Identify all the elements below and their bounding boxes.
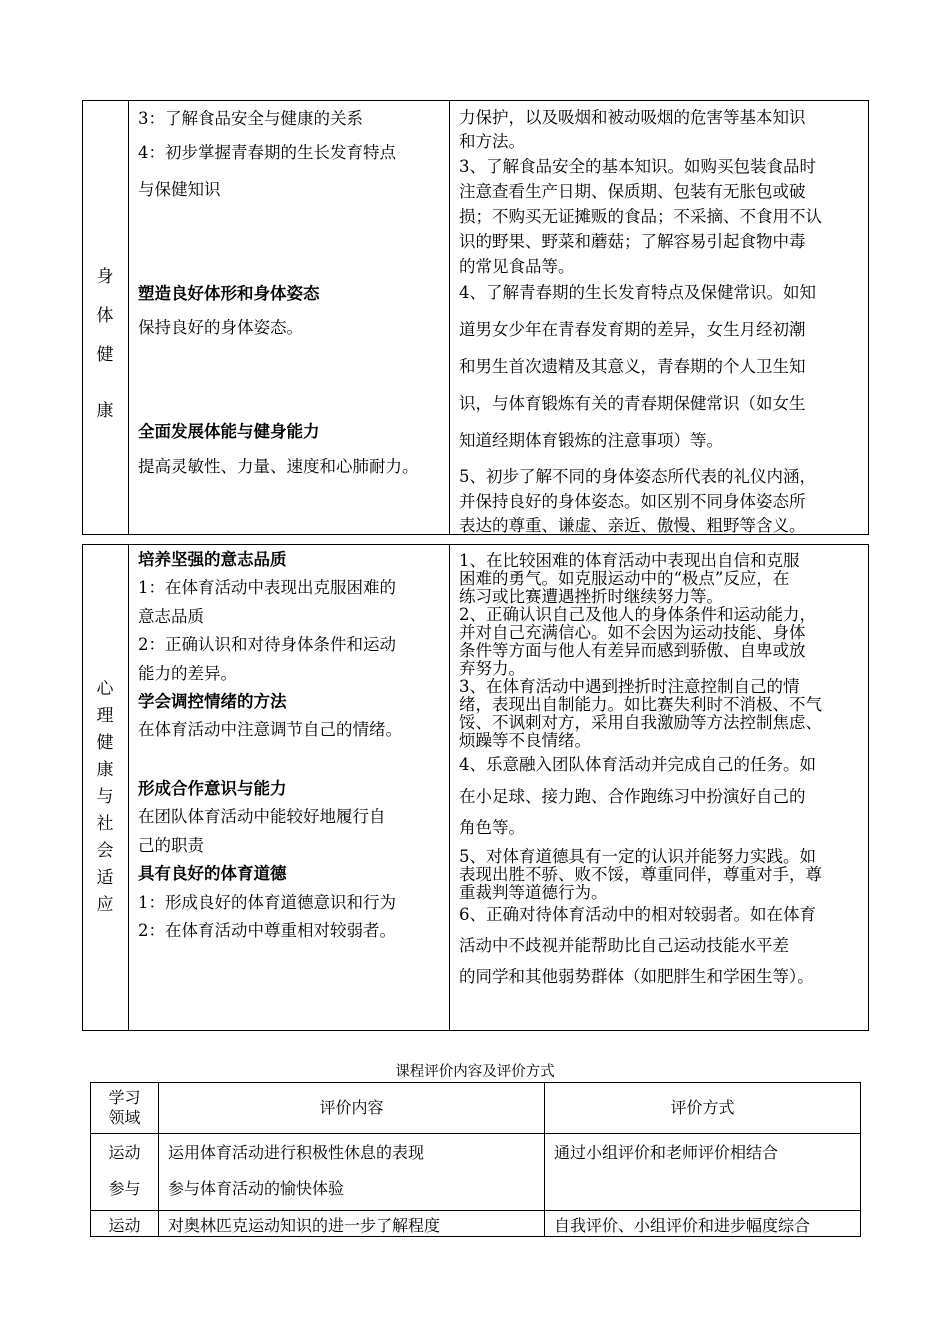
row-area: 运动 参与 — [91, 1134, 159, 1211]
detail-line: 注意查看生产日期、保质期、包装有无胀包或破 — [459, 182, 806, 201]
detail-line: 条件等方面与他人有差异而感到骄傲、自卑或放 — [459, 641, 806, 660]
detail-line: 困难的勇气。如克服运动中的“极点”反应，在 — [459, 569, 790, 588]
table-row — [91, 1211, 861, 1237]
header-row — [91, 1083, 861, 1134]
goal-heading: 具有良好的体育道德 — [138, 864, 287, 883]
detail-line: 的同学和其他弱势群体（如肥胖生和学困生等）。 — [459, 967, 814, 986]
goal-item: 4：初步掌握青春期的生长发育特点 — [138, 143, 396, 162]
category-char: 健 — [96, 733, 114, 753]
goal-heading: 塑造良好体形和身体姿态 — [138, 284, 320, 303]
detail-line: 重裁判等道德行为。 — [459, 883, 608, 902]
detail-line: 4、了解青春期的生长发育特点及保健常识。如知 — [459, 283, 816, 302]
detail-line: 表达的尊重、谦虚、亲近、傲慢、粗野等含义。 — [459, 516, 806, 535]
detail-line: 并对自己充满信心。如不会因为运动技能、身体 — [459, 623, 806, 642]
category-char: 康 — [96, 401, 114, 421]
table-caption: 课程评价内容及评价方式 — [395, 1064, 555, 1080]
detail-line: 5、初步了解不同的身体姿态所代表的礼仪内涵， — [459, 467, 816, 486]
detail-line: 3、了解食品安全的基本知识。如购买包装食品时 — [459, 157, 816, 176]
row-area: 运动 — [91, 1211, 159, 1237]
physical-health-table — [82, 100, 869, 535]
goal-heading: 全面发展体能与健身能力 — [138, 422, 320, 441]
category-char: 应 — [96, 895, 114, 915]
goal-item: 3：了解食品安全与健康的关系 — [138, 109, 363, 128]
goal-item: 与保健知识 — [138, 180, 221, 199]
goal-text: 在体育活动中注意调节自己的情绪。 — [138, 720, 402, 739]
details-cell — [450, 101, 869, 535]
category-char: 与 — [96, 787, 114, 807]
goal-text: 1：形成良好的体育道德意识和行为 — [138, 893, 396, 912]
category-char: 社 — [96, 814, 114, 834]
goal-text: 2：在体育活动中尊重相对较弱者。 — [138, 921, 396, 940]
detail-line: 馁、不讽刺对方，采用自我激励等方法控制焦虑、 — [459, 713, 822, 732]
goal-heading: 学会调控情绪的方法 — [138, 692, 287, 711]
goal-heading: 培养坚强的意志品质 — [138, 550, 287, 569]
detail-line: 绪，表现出自制能力。如比赛失利时不消极、不气 — [459, 695, 822, 714]
detail-line: 并保持良好的身体姿态。如区别不同身体姿态所 — [459, 492, 806, 511]
category-cell-physical-health — [83, 101, 129, 535]
detail-line: 2、正确认识自己及他人的身体条件和运动能力， — [459, 605, 816, 624]
category-char: 会 — [96, 841, 114, 861]
category-char: 体 — [96, 306, 114, 326]
goals-cell — [129, 545, 450, 1031]
detail-line: 角色等。 — [459, 818, 525, 837]
detail-line: 6、正确对待体育活动中的相对较弱者。如在体育 — [459, 905, 816, 924]
detail-line: 烦躁等不良情绪。 — [459, 731, 591, 750]
category-char: 适 — [96, 868, 114, 888]
goal-text: 提高灵敏性、力量、速度和心肺耐力。 — [138, 457, 419, 476]
category-char: 理 — [96, 706, 114, 726]
header-area: 学习 领域 — [91, 1083, 159, 1134]
category-char: 心 — [96, 679, 114, 699]
detail-line: 5、对体育道德具有一定的认识并能努力实践。如 — [459, 847, 816, 866]
row-method: 通过小组评价和老师评价相结合 — [545, 1134, 861, 1211]
category-char: 健 — [96, 345, 114, 365]
detail-line: 4、乐意融入团队体育活动并完成自己的任务。如 — [459, 755, 816, 774]
goal-text: 1：在体育活动中表现出克服困难的 — [138, 578, 396, 597]
detail-line: 知道经期体育锻炼的注意事项）等。 — [459, 431, 723, 450]
category-char: 康 — [96, 760, 114, 780]
category-cell-mental-health — [83, 545, 129, 1031]
goal-text: 保持良好的身体姿态。 — [138, 318, 303, 337]
detail-line: 活动中不歧视并能帮助比自己运动技能水平差 — [459, 936, 789, 955]
goal-heading: 形成合作意识与能力 — [138, 779, 287, 798]
goal-text: 2：正确认识和对待身体条件和运动 — [138, 635, 396, 654]
detail-line: 识的野果、野菜和蘑菇；了解容易引起食物中毒 — [459, 232, 806, 251]
evaluation-table — [90, 1082, 861, 1237]
goal-text: 己的职责 — [138, 836, 204, 855]
mental-health-table — [82, 544, 869, 1031]
detail-line: 表现出胜不骄、败不馁，尊重同伴，尊重对手，尊 — [459, 865, 822, 884]
detail-line: 1、在比较困难的体育活动中表现出自信和克服 — [459, 551, 800, 570]
detail-line: 弃努力。 — [459, 659, 525, 678]
header-method: 评价方式 — [545, 1083, 861, 1134]
detail-line: 练习或比赛遭遇挫折时继续努力等。 — [459, 587, 723, 606]
goal-text: 在团队体育活动中能较好地履行自 — [138, 807, 386, 826]
detail-line: 道男女少年在青春发育期的差异，女生月经初潮 — [459, 320, 806, 339]
detail-line: 损；不购买无证摊贩的食品；不采摘、不食用不认 — [459, 207, 822, 226]
row-content: 运用体育活动进行积极性休息的表现 参与体育活动的愉快体验 — [159, 1134, 545, 1211]
goal-text: 意志品质 — [138, 607, 204, 626]
table-row — [91, 1134, 861, 1211]
detail-line: 和男生首次遗精及其意义，青春期的个人卫生知 — [459, 357, 806, 376]
header-content: 评价内容 — [159, 1083, 545, 1134]
detail-line: 在小足球、接力跑、合作跑练习中扮演好自己的 — [459, 787, 806, 806]
goal-text: 能力的差异。 — [138, 664, 237, 683]
goals-cell — [129, 101, 450, 535]
details-cell — [450, 545, 869, 1031]
detail-line: 和方法。 — [459, 132, 525, 151]
row-method: 自我评价、小组评价和进步幅度综合 — [545, 1211, 861, 1237]
detail-line: 识，与体育锻炼有关的青春期保健常识（如女生 — [459, 394, 806, 413]
detail-line: 力保护，以及吸烟和被动吸烟的危害等基本知识 — [459, 108, 806, 127]
detail-line: 的常见食品等。 — [459, 257, 575, 276]
detail-line: 3、在体育活动中遇到挫折时注意控制自己的情 — [459, 677, 800, 696]
row-content: 对奥林匹克运动知识的进一步了解程度 — [159, 1211, 545, 1237]
category-char: 身 — [96, 267, 114, 287]
